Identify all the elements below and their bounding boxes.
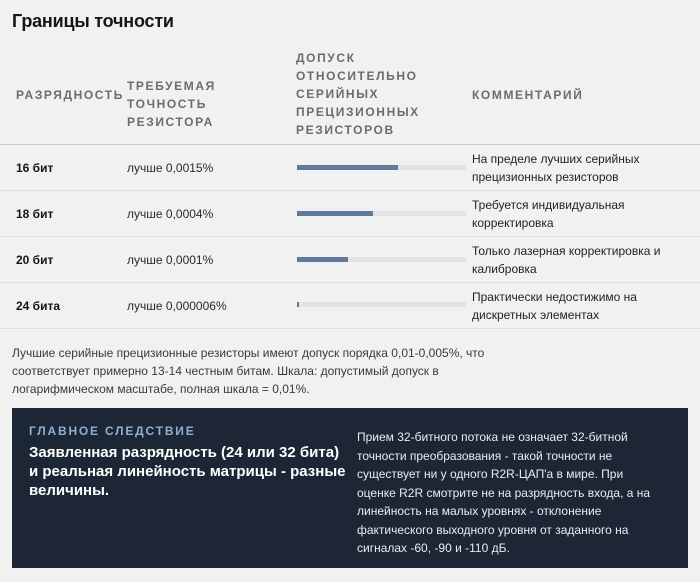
row-bits: 16 бит [16,161,54,175]
row-comment: Практически недостижимо на дискретных элементах [472,290,637,322]
row-required: лучше 0,000006% [127,299,227,313]
footnote: Лучшие серийные прецизионные резисторы имеют допуск порядка 0,01-0,005%, что соответствует примерно 13-14 честным битам. Шкала: допустимый допуск в логарифмическом масштабе, полная шкала = 0,01%. [12,346,485,396]
header-required-accuracy: ТРЕБУЕМАЯ ТОЧНОСТЬ РЕЗИСТОРА [127,79,216,129]
row-comment: Требуется индивидуальная корректировка [472,198,625,230]
row-bits: 18 бит [16,207,54,221]
row-required: лучше 0,0015% [127,161,214,175]
panel-kicker: ГЛАВНОЕ СЛЕДСТВИЕ [29,424,196,438]
row-bits: 24 бита [16,299,61,313]
tolerance-bar-fill [297,302,299,307]
row-comment: На пределе лучших серийных прецизионных резисторов [472,152,640,184]
panel-heading: Заявленная разрядность (24 или 32 бита) и реальная линейность матрицы - разные величины. [29,444,346,499]
row-divider [0,282,700,283]
row-divider [0,190,700,191]
tolerance-bar-fill [297,211,373,216]
row-divider [0,328,700,329]
header-bits: РАЗРЯДНОСТЬ [16,88,124,102]
tolerance-bar-track [297,165,466,170]
tolerance-bar-track [297,257,466,262]
panel-body: Прием 32-битного потока не означает 32-битной точности преобразования - такой точности не существует ни у одного R2R-ЦАП'а в мире. При оценке R2R смотрите не на разрядность входа, а на линейность на малых уровнях - отклонение фактического выходного уровня от заданного на сигналах -60, -90 и -110 дБ. [357,430,651,555]
row-bits: 20 бит [16,253,54,267]
tolerance-bar-track [297,211,466,216]
row-divider [0,236,700,237]
page-title: Границы точности [12,11,174,31]
tolerance-bar-fill [297,165,398,170]
row-required: лучше 0,0004% [127,207,214,221]
header-comment: КОММЕНТАРИЙ [472,88,584,102]
tolerance-bar-fill [297,257,348,262]
row-required: лучше 0,0001% [127,253,214,267]
row-comment: Только лазерная корректировка и калибровка [472,244,661,276]
header-divider [0,144,700,145]
key-consequence-panel [12,408,688,568]
tolerance-bar-track [297,302,466,307]
header-tolerance: ДОПУСК ОТНОСИТЕЛЬНО СЕРИЙНЫХ ПРЕЦИЗИОННЫХ РЕЗИСТОРОВ [296,51,420,137]
